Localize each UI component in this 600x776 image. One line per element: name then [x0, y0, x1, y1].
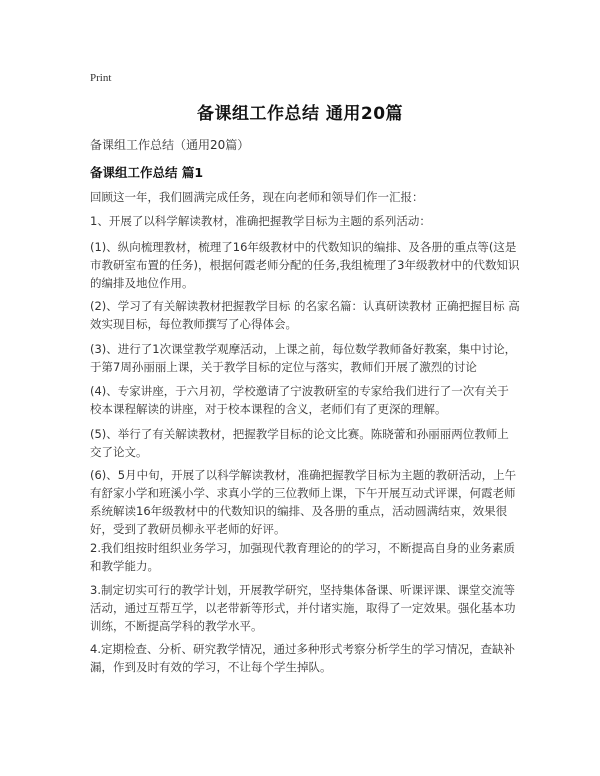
- paragraph: (5)、举行了有关解读教材，把握教学目标的论文比赛。陈晓蕾和孙丽丽两位教师上交了论文。: [90, 427, 509, 459]
- paragraph: 2.我们组按时组织业务学习，加强现代教育理论的的学习，不断提高自身的业务素质和教学能力。: [90, 541, 515, 573]
- print-label[interactable]: Print: [90, 72, 112, 84]
- paragraph: 1、开展了以科学解读教材，准确把握教学目标为主题的系列活动：: [90, 214, 431, 228]
- paragraph: 4.定期检查、分析、研究教学情况，通过多种形式考察分析学生的学习情况，查缺补漏，作到及时有效的学习，不让每个学生掉队。: [90, 642, 515, 674]
- paragraph: (2)、学习了有关解读教材把握教学目标 的名家名篇：认真研读教材 正确把握目标 高效实现目标，每位教师撰写了心得体会。: [90, 299, 520, 331]
- section-heading: 备课组工作总结 篇1: [90, 165, 204, 180]
- document-title: 备课组工作总结 通用20篇: [196, 104, 404, 124]
- paragraph: (6)、5月中旬，开展了以科学解读教材，准确把握教学目标为主题的教研活动，上午有舒家小学和班溪小学、求真小学的三位教师上课，下午开展互动式评课，何霞老师系统解读16年级教材中的代数知识的编排、及各册的重点，活动圆满结束，效果很好，受到了教研员柳永平老师的好评。: [90, 468, 517, 536]
- paragraph: 回顾这一年，我们圆满完成任务，现在向老师和领导们作一汇报：: [90, 190, 424, 204]
- document-subtitle: 备课组工作总结（通用20篇）: [90, 138, 250, 152]
- paragraph: (4)、专家讲座，于六月初，学校邀请了宁波教研室的专家给我们进行了一次有关于校本课程解读的讲座，对于校本课程的含义，老师们有了更深的理解。: [90, 384, 509, 416]
- paragraph: (3)、进行了1次课堂教学观摩活动，上课之前，每位数学教师备好教案，集中讨论，于第7周孙丽丽上课，关于教学目标的定位与落实，教师们开展了激烈的讨论: [90, 342, 517, 374]
- paragraph: 3.制定切实可行的教学计划，开展教学研究，坚持集体备课、听课评课、课堂交流等活动，通过互帮互学，以老带新等形式，并付诸实施，取得了一定效果。强化基本功训练，不断提高学科的教学水平。: [90, 583, 516, 633]
- paragraph: (1)、纵向梳理教材，梳理了16年级教材中的代数知识的编排、及各册的重点等(这是市教研室布置的任务)，根据何霞老师分配的任务,我组梳理了3年级教材中的代数知识的编排及地位作用。: [90, 240, 520, 290]
